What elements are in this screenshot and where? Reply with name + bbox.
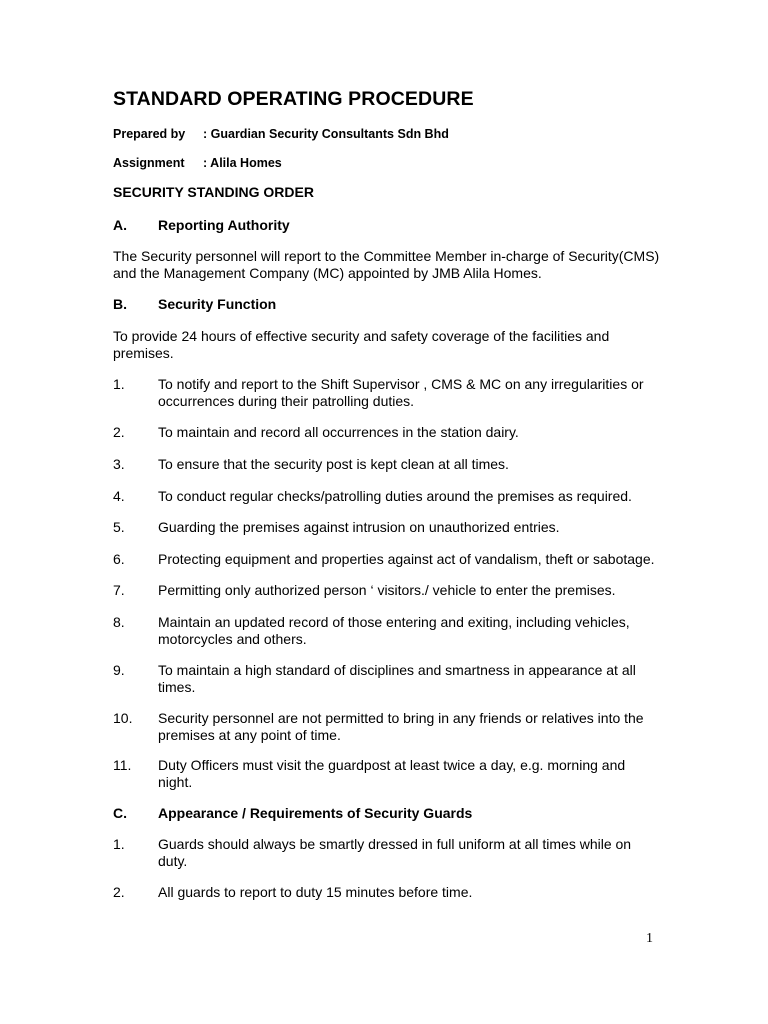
list-item-number: 6.	[113, 551, 125, 567]
list-item-number: 3.	[113, 456, 125, 472]
section-a-letter: A.	[113, 217, 127, 233]
list-item-number: 5.	[113, 519, 125, 535]
page-title: STANDARD OPERATING PROCEDURE	[113, 88, 474, 110]
section-c-letter: C.	[113, 805, 127, 821]
list-item-number: 2.	[113, 884, 125, 900]
prepared-by-label: Prepared by	[113, 127, 186, 141]
list-item-text: Permitting only authorized person ‘ visitors./ vehicle to enter the premises.	[158, 582, 616, 598]
assignment-label: Assignment	[113, 156, 185, 170]
list-item-text: All guards to report to duty 15 minutes before time.	[158, 884, 473, 900]
section-a-title: Reporting Authority	[158, 217, 290, 233]
list-item-text: Protecting equipment and properties against act of vandalism, theft or sabotage.	[158, 551, 655, 567]
list-item-number: 1.	[113, 376, 125, 392]
list-item-text: To conduct regular checks/patrolling duties around the premises as required.	[158, 488, 632, 504]
section-a-paragraph: The Security personnel will report to the Committee Member in-charge of Security(CMS) and the Management Company (MC) appointed by JMB Alila Homes.	[113, 248, 660, 281]
section-b-title: Security Function	[158, 296, 277, 312]
section-c-title: Appearance / Requirements of Security Guards	[158, 805, 473, 821]
section-b-letter: B.	[113, 296, 127, 312]
assignment-value: : Alila Homes	[203, 156, 282, 170]
section-b-paragraph: To provide 24 hours of effective security and safety coverage of the facilities and premises.	[113, 328, 610, 361]
list-item-number: 7.	[113, 582, 125, 598]
list-item-text: To maintain and record all occurrences in the station dairy.	[158, 424, 519, 440]
prepared-by-value: : Guardian Security Consultants Sdn Bhd	[203, 127, 449, 141]
list-item-number: 9.	[113, 662, 125, 678]
list-item-text: Guarding the premises against intrusion on unauthorized entries.	[158, 519, 560, 535]
list-item-text: Guards should always be smartly dressed in full uniform at all times while on duty.	[158, 836, 632, 869]
list-item-number: 2.	[113, 424, 125, 440]
list-item-text: Maintain an updated record of those entering and exiting, including vehicles, motorcycles and others.	[158, 614, 630, 647]
list-item-number: 11.	[113, 757, 132, 773]
list-item-number: 8.	[113, 614, 125, 630]
list-item-text: Security personnel are not permitted to bring in any friends or relatives into the premises at any point of time.	[158, 710, 644, 743]
page-number: 1	[646, 931, 653, 946]
list-item-number: 1.	[113, 836, 125, 852]
list-item-text: To maintain a high standard of disciplines and smartness in appearance at all times.	[158, 662, 636, 695]
list-item-text: To ensure that the security post is kept clean at all times.	[158, 456, 509, 472]
list-item-text: To notify and report to the Shift Supervisor , CMS & MC on any irregularities or occurrences during their patrolling duties.	[158, 376, 644, 409]
list-item-number: 4.	[113, 488, 125, 504]
list-item-text: Duty Officers must visit the guardpost at least twice a day, e.g. morning and night.	[158, 757, 626, 790]
standing-order-title: SECURITY STANDING ORDER	[113, 184, 314, 200]
list-item-number: 10.	[113, 710, 133, 726]
